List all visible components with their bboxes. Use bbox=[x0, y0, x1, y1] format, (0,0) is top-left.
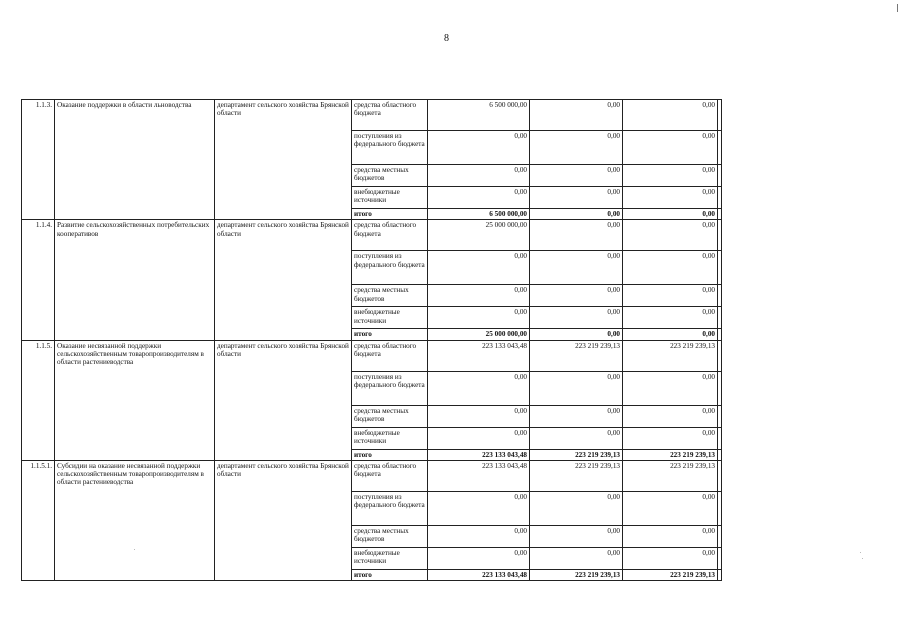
amount-year-1: 223 133 043,48 bbox=[428, 460, 530, 491]
amount-year-2: 0,00 bbox=[530, 307, 623, 329]
item-code: 1.1.4. bbox=[22, 220, 55, 340]
amount-year-1: 0,00 bbox=[428, 371, 530, 405]
item-name: Оказание поддержки в области льноводства bbox=[55, 100, 215, 220]
trailing-cell bbox=[718, 405, 722, 427]
amount-year-3: 0,00 bbox=[623, 307, 718, 329]
scan-speck bbox=[860, 552, 861, 553]
source-row bbox=[22, 100, 722, 131]
item-executor: департамент сельского хозяйства Брянской области bbox=[215, 100, 352, 220]
trailing-cell bbox=[718, 525, 722, 547]
budget-table bbox=[21, 99, 722, 581]
amount-year-3: 0,00 bbox=[623, 329, 718, 340]
amount-year-1: 0,00 bbox=[428, 187, 530, 209]
trailing-cell bbox=[718, 460, 722, 491]
amount-year-2: 0,00 bbox=[530, 131, 623, 165]
amount-year-2: 223 219 239,13 bbox=[530, 460, 623, 491]
amount-year-3: 223 219 239,13 bbox=[623, 340, 718, 371]
amount-year-2: 0,00 bbox=[530, 329, 623, 340]
amount-year-3: 0,00 bbox=[623, 251, 718, 285]
funding-source-label: средства областного бюджета bbox=[352, 460, 428, 491]
trailing-cell bbox=[718, 449, 722, 460]
amount-year-2: 0,00 bbox=[530, 220, 623, 251]
trailing-cell bbox=[718, 329, 722, 340]
total-label: итого bbox=[352, 209, 428, 220]
amount-year-2: 223 219 239,13 bbox=[530, 340, 623, 371]
amount-year-2: 0,00 bbox=[530, 100, 623, 131]
amount-year-2: 0,00 bbox=[530, 285, 623, 307]
item-executor: департамент сельского хозяйства Брянской области bbox=[215, 460, 352, 580]
scan-speck bbox=[862, 558, 863, 559]
amount-year-1: 0,00 bbox=[428, 285, 530, 307]
funding-source-label: средства местных бюджетов bbox=[352, 285, 428, 307]
item-code: 1.1.5.1. bbox=[22, 460, 55, 580]
amount-year-1: 0,00 bbox=[428, 491, 530, 525]
amount-year-1: 25 000 000,00 bbox=[428, 220, 530, 251]
item-executor: департамент сельского хозяйства Брянской области bbox=[215, 220, 352, 340]
amount-year-1: 0,00 bbox=[428, 547, 530, 569]
amount-year-1: 0,00 bbox=[428, 525, 530, 547]
trailing-cell bbox=[718, 547, 722, 569]
funding-source-label: средства областного бюджета bbox=[352, 100, 428, 131]
trailing-cell bbox=[718, 307, 722, 329]
amount-year-3: 223 219 239,13 bbox=[623, 449, 718, 460]
amount-year-2: 0,00 bbox=[530, 525, 623, 547]
amount-year-1: 0,00 bbox=[428, 307, 530, 329]
item-name: Оказание несвязанной поддержки сельскохозяйственным товаропроизводителям в области растениеводства bbox=[55, 340, 215, 460]
amount-year-2: 0,00 bbox=[530, 251, 623, 285]
source-row bbox=[22, 340, 722, 371]
trailing-cell bbox=[718, 187, 722, 209]
page-number: 8 bbox=[444, 33, 449, 44]
total-label: итого bbox=[352, 569, 428, 580]
amount-year-2: 223 219 239,13 bbox=[530, 569, 623, 580]
amount-year-3: 0,00 bbox=[623, 525, 718, 547]
funding-source-label: средства местных бюджетов bbox=[352, 165, 428, 187]
amount-year-1: 0,00 bbox=[428, 405, 530, 427]
amount-year-3: 0,00 bbox=[623, 405, 718, 427]
amount-year-3: 0,00 bbox=[623, 547, 718, 569]
amount-year-3: 0,00 bbox=[623, 165, 718, 187]
amount-year-2: 0,00 bbox=[530, 491, 623, 525]
funding-source-label: средства местных бюджетов bbox=[352, 405, 428, 427]
item-name: Развитие сельскохозяйственных потребительских кооперативов bbox=[55, 220, 215, 340]
amount-year-3: 223 219 239,13 bbox=[623, 460, 718, 491]
trailing-cell bbox=[718, 220, 722, 251]
amount-year-3: 0,00 bbox=[623, 209, 718, 220]
amount-year-3: 0,00 bbox=[623, 187, 718, 209]
funding-source-label: средства местных бюджетов bbox=[352, 525, 428, 547]
amount-year-3: 0,00 bbox=[623, 371, 718, 405]
amount-year-2: 0,00 bbox=[530, 371, 623, 405]
amount-year-3: 0,00 bbox=[623, 491, 718, 525]
funding-source-label: внебюджетные источники bbox=[352, 307, 428, 329]
source-row bbox=[22, 220, 722, 251]
amount-year-1: 223 133 043,48 bbox=[428, 569, 530, 580]
funding-source-label: поступления из федерального бюджета bbox=[352, 251, 428, 285]
amount-year-1: 0,00 bbox=[428, 251, 530, 285]
funding-source-label: поступления из федерального бюджета bbox=[352, 131, 428, 165]
amount-year-2: 0,00 bbox=[530, 427, 623, 449]
item-code: 1.1.3. bbox=[22, 100, 55, 220]
trailing-cell bbox=[718, 251, 722, 285]
amount-year-1: 223 133 043,48 bbox=[428, 449, 530, 460]
funding-source-label: внебюджетные источники bbox=[352, 427, 428, 449]
funding-source-label: внебюджетные источники bbox=[352, 187, 428, 209]
trailing-cell bbox=[718, 131, 722, 165]
item-name: Субсидии на оказание несвязанной поддержки сельскохозяйственным товаропроизводителям в области растениеводства bbox=[55, 460, 215, 580]
item-executor: департамент сельского хозяйства Брянской области bbox=[215, 340, 352, 460]
amount-year-2: 0,00 bbox=[530, 547, 623, 569]
amount-year-3: 0,00 bbox=[623, 100, 718, 131]
amount-year-3: 0,00 bbox=[623, 427, 718, 449]
amount-year-3: 0,00 bbox=[623, 131, 718, 165]
funding-source-label: поступления из федерального бюджета bbox=[352, 491, 428, 525]
trailing-cell bbox=[718, 569, 722, 580]
funding-source-label: средства областного бюджета bbox=[352, 220, 428, 251]
trailing-cell bbox=[718, 427, 722, 449]
amount-year-2: 0,00 bbox=[530, 187, 623, 209]
scan-edge-mark bbox=[897, 4, 898, 12]
total-label: итого bbox=[352, 329, 428, 340]
amount-year-2: 0,00 bbox=[530, 405, 623, 427]
amount-year-1: 0,00 bbox=[428, 427, 530, 449]
trailing-cell bbox=[718, 491, 722, 525]
amount-year-2: 0,00 bbox=[530, 165, 623, 187]
trailing-cell bbox=[718, 209, 722, 220]
amount-year-2: 223 219 239,13 bbox=[530, 449, 623, 460]
amount-year-1: 6 500 000,00 bbox=[428, 209, 530, 220]
amount-year-1: 0,00 bbox=[428, 131, 530, 165]
amount-year-1: 25 000 000,00 bbox=[428, 329, 530, 340]
funding-source-label: поступления из федерального бюджета bbox=[352, 371, 428, 405]
trailing-cell bbox=[718, 165, 722, 187]
trailing-cell bbox=[718, 100, 722, 131]
trailing-cell bbox=[718, 285, 722, 307]
item-code: 1.1.5. bbox=[22, 340, 55, 460]
amount-year-3: 223 219 239,13 bbox=[623, 569, 718, 580]
trailing-cell bbox=[718, 340, 722, 371]
amount-year-1: 223 133 043,48 bbox=[428, 340, 530, 371]
amount-year-1: 0,00 bbox=[428, 165, 530, 187]
amount-year-2: 0,00 bbox=[530, 209, 623, 220]
source-row bbox=[22, 460, 722, 491]
total-label: итого bbox=[352, 449, 428, 460]
funding-source-label: внебюджетные источники bbox=[352, 547, 428, 569]
amount-year-1: 6 500 000,00 bbox=[428, 100, 530, 131]
funding-source-label: средства областного бюджета bbox=[352, 340, 428, 371]
amount-year-3: 0,00 bbox=[623, 220, 718, 251]
amount-year-3: 0,00 bbox=[623, 285, 718, 307]
trailing-cell bbox=[718, 371, 722, 405]
